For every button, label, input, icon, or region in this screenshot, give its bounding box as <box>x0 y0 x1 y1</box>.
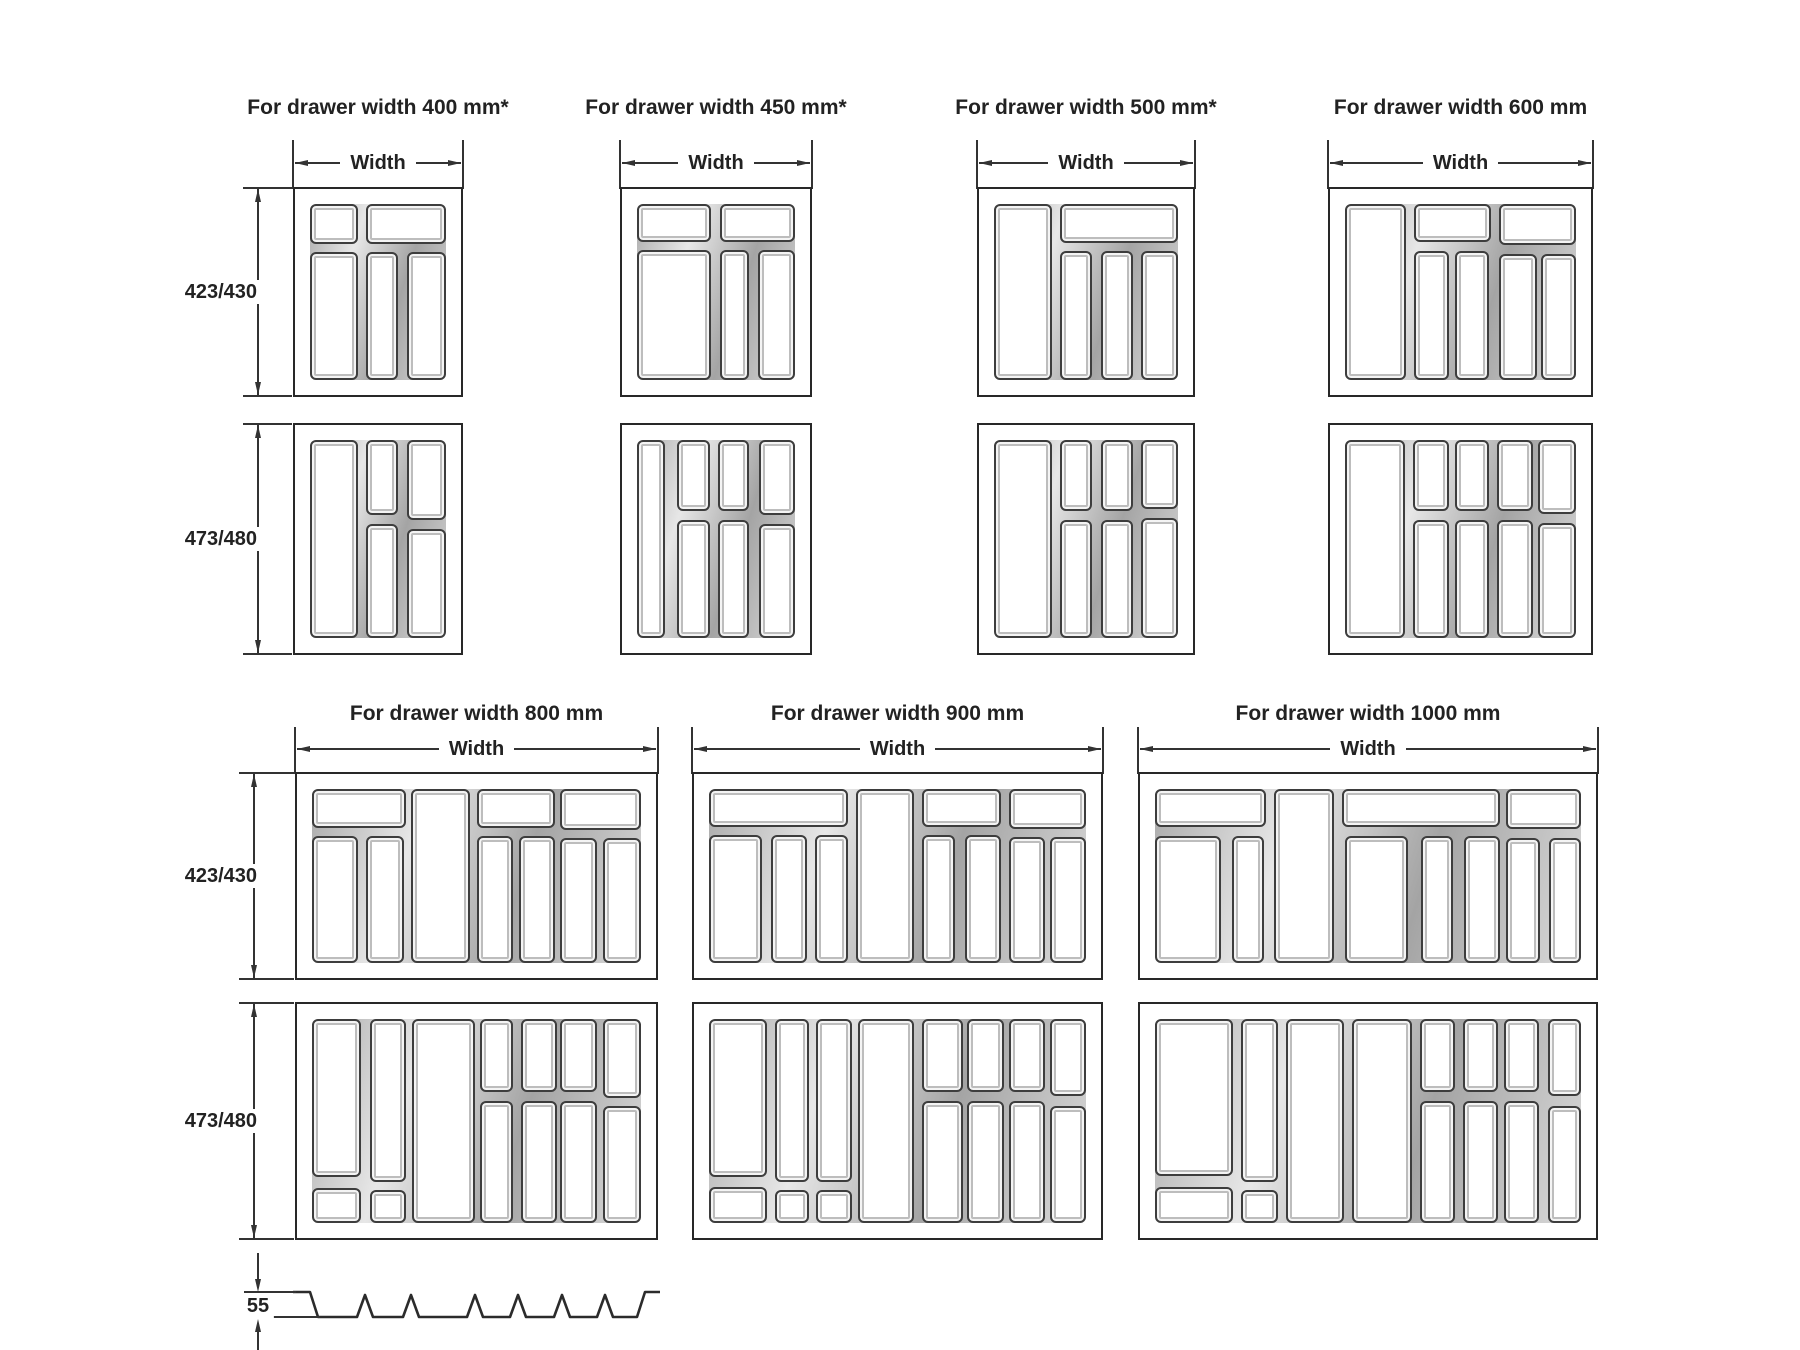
tray-compartment <box>1464 836 1500 963</box>
depth-arrow-up-icon <box>251 774 257 787</box>
tray-compartment <box>1155 1019 1233 1176</box>
tray-compartment <box>407 529 446 638</box>
tray-compartment <box>312 836 358 963</box>
cutlery-tray <box>709 789 1086 963</box>
tray-compartment <box>1413 440 1449 511</box>
tray-compartment <box>370 1190 406 1223</box>
tray-compartment <box>775 1190 809 1223</box>
cutlery-tray <box>637 204 795 380</box>
depth-extension-line-bottom <box>239 1238 294 1240</box>
tray-compartment <box>1455 520 1490 638</box>
tray-compartment <box>677 520 710 638</box>
depth-arrow-down-icon <box>255 382 261 395</box>
tray-compartment <box>709 835 762 963</box>
tray-compartment <box>1050 1106 1086 1223</box>
tray-compartment <box>310 252 358 380</box>
tray-compartment <box>407 252 446 380</box>
profile-dim-line-top <box>257 1253 259 1281</box>
tray-compartment <box>922 1101 963 1223</box>
tray-compartment <box>637 204 711 242</box>
drawer-outline <box>293 187 463 397</box>
depth-arrow-up-icon <box>255 425 261 438</box>
depth-extension-line-top <box>243 423 292 425</box>
tray-compartment <box>1141 251 1178 380</box>
tray-compartment <box>1060 204 1178 243</box>
tray-compartment <box>1414 204 1490 242</box>
profile-arrow-up-icon <box>255 1319 261 1332</box>
tray-compartment <box>366 204 446 244</box>
tray-compartment <box>1060 251 1092 380</box>
tray-compartment <box>771 835 807 963</box>
tray-compartment <box>720 204 795 242</box>
tray-compartment <box>1009 789 1086 829</box>
tray-compartment <box>1141 440 1178 509</box>
drawer-outline <box>1138 1002 1598 1240</box>
depth-dimension-label: 423/430 <box>180 864 262 888</box>
tray-compartment <box>560 838 596 963</box>
tray-compartment <box>477 789 556 828</box>
width-dimension-label: Width <box>1048 152 1123 174</box>
profile-extension-line-top <box>244 1291 296 1293</box>
group-title: For drawer width 600 mm <box>1333 96 1588 119</box>
width-dimension-labelwrap <box>692 738 1103 760</box>
width-dimension-labelwrap <box>295 738 658 760</box>
tray-compartment <box>1538 523 1576 638</box>
drawer-outline <box>1138 772 1598 980</box>
cutlery-tray <box>1155 789 1581 963</box>
tray-compartment <box>1050 837 1086 963</box>
width-dimension-label: Width <box>678 152 753 174</box>
profile-arrow-down-icon <box>255 1279 261 1292</box>
tray-compartment <box>922 1019 963 1092</box>
tray-compartment <box>603 1019 641 1098</box>
drawer-outline <box>692 772 1103 980</box>
tray-compartment <box>816 1019 852 1182</box>
group-title: For drawer width 400 mm* <box>247 96 509 119</box>
tray-compartment <box>312 789 406 828</box>
tray-compartment <box>1455 251 1490 380</box>
depth-dimension-label: 423/430 <box>180 280 262 304</box>
tray-compartment <box>366 836 404 963</box>
tray-compartment <box>1060 440 1092 511</box>
tray-compartment <box>1497 440 1533 511</box>
width-dimension-labelwrap <box>293 152 463 174</box>
tray-compartment <box>994 440 1052 638</box>
tray-compartment <box>1232 836 1264 963</box>
tray-compartment <box>560 789 641 830</box>
tray-compartment <box>312 1188 361 1223</box>
profile-height-label: 55 <box>242 1294 274 1318</box>
depth-extension-line-top <box>239 1002 294 1004</box>
tray-compartment <box>677 440 710 511</box>
drawer-outline <box>1328 187 1593 397</box>
drawer-outline <box>620 187 812 397</box>
tray-compartment <box>709 1187 767 1223</box>
tray-compartment <box>521 1101 557 1223</box>
drawer-outline <box>293 423 463 655</box>
tray-compartment <box>521 1019 557 1092</box>
depth-arrow-down-icon <box>251 1225 257 1238</box>
tray-compartment <box>709 789 848 827</box>
tray-compartment <box>1009 1101 1045 1223</box>
tray-compartment <box>1549 838 1581 963</box>
tray-compartment <box>366 524 399 638</box>
tray-compartment <box>366 440 399 515</box>
tray-compartment <box>310 204 358 244</box>
tray-compartment <box>922 835 955 963</box>
tray-compartment <box>603 1106 641 1223</box>
depth-arrow-down-icon <box>255 640 261 653</box>
depth-arrow-down-icon <box>251 965 257 978</box>
width-dimension-label: Width <box>340 152 415 174</box>
width-dimension-labelwrap <box>1138 738 1598 760</box>
tray-compartment <box>1504 1019 1539 1092</box>
width-dimension-labelwrap <box>977 152 1195 174</box>
tray-compartment <box>1538 440 1576 514</box>
cutlery-tray <box>310 204 446 380</box>
tray-compartment <box>1009 837 1045 963</box>
tray-compartment <box>1506 789 1581 829</box>
tray-compartment <box>1101 520 1133 638</box>
tray-compartment <box>1421 836 1453 963</box>
tray-compartment <box>1414 251 1449 380</box>
tray-compartment <box>477 836 513 963</box>
tray-compartment <box>1101 440 1133 511</box>
depth-extension-line-top <box>239 772 294 774</box>
tray-compartment <box>1352 1019 1412 1223</box>
drawer-outline <box>977 423 1195 655</box>
width-dimension-label: Width <box>860 738 935 760</box>
tray-compartment <box>720 250 749 380</box>
tray-compartment <box>1420 1019 1455 1092</box>
depth-arrow-up-icon <box>255 189 261 202</box>
drawer-outline <box>295 772 658 980</box>
depth-extension-line-bottom <box>239 978 294 980</box>
cutlery-tray <box>1155 1019 1581 1223</box>
tray-compartment <box>637 440 665 638</box>
tray-compartment <box>922 789 1001 827</box>
tray-profile-outline <box>293 1292 660 1317</box>
group-title: For drawer width 1000 mm <box>1235 702 1501 725</box>
tray-compartment <box>1345 440 1405 638</box>
group-title: For drawer width 500 mm* <box>955 96 1217 119</box>
tray-compartment <box>412 1019 475 1223</box>
tray-compartment <box>1345 204 1406 380</box>
drawer-outline <box>295 1002 658 1240</box>
tray-compartment <box>1541 254 1576 380</box>
tray-compartment <box>1463 1101 1498 1223</box>
tray-compartment <box>1413 520 1449 638</box>
tray-compartment <box>1497 520 1533 638</box>
cutlery-tray <box>637 440 795 638</box>
cutlery-tray <box>312 789 641 963</box>
tray-compartment <box>1286 1019 1344 1223</box>
drawer-outline <box>1328 423 1593 655</box>
drawer-outline <box>977 187 1195 397</box>
tray-compartment <box>816 1190 852 1223</box>
tray-compartment <box>994 204 1052 380</box>
tray-compartment <box>1420 1101 1455 1223</box>
tray-compartment <box>370 1019 406 1182</box>
cutlery-tray <box>1345 204 1576 380</box>
tray-compartment <box>709 1019 767 1177</box>
group-title: For drawer width 900 mm <box>770 702 1025 725</box>
drawer-outline <box>692 1002 1103 1240</box>
tray-compartment <box>775 1019 809 1182</box>
depth-dimension-label: 473/480 <box>180 527 262 551</box>
tray-compartment <box>1101 251 1133 380</box>
tray-compartment <box>1141 518 1178 638</box>
tray-compartment <box>1155 836 1221 963</box>
tray-compartment <box>407 440 446 520</box>
tray-compartment <box>1009 1019 1045 1092</box>
tray-compartment <box>967 1019 1004 1092</box>
tray-compartment <box>312 1019 361 1177</box>
depth-dimension-label: 473/480 <box>180 1109 262 1133</box>
cutlery-tray <box>709 1019 1086 1223</box>
tray-compartment <box>1455 440 1490 511</box>
width-dimension-label: Width <box>439 738 514 760</box>
width-dimension-label: Width <box>1423 152 1498 174</box>
tray-compartment <box>1155 1187 1233 1223</box>
depth-extension-line-bottom <box>243 395 292 397</box>
tray-compartment <box>718 520 750 638</box>
cutlery-tray <box>310 440 446 638</box>
cutlery-tray <box>312 1019 641 1223</box>
width-dimension-label: Width <box>1330 738 1405 760</box>
tray-compartment <box>366 252 399 380</box>
tray-compartment <box>1155 789 1266 827</box>
drawer-outline <box>620 423 812 655</box>
group-title: For drawer width 450 mm* <box>585 96 847 119</box>
tray-compartment <box>637 250 711 380</box>
tray-compartment <box>560 1101 596 1223</box>
tray-compartment <box>759 440 795 515</box>
tray-compartment <box>1506 838 1540 963</box>
tray-compartment <box>1342 789 1500 827</box>
tray-compartment <box>480 1019 513 1092</box>
cutlery-tray <box>994 440 1178 638</box>
tray-compartment <box>1241 1019 1278 1182</box>
depth-arrow-up-icon <box>251 1004 257 1017</box>
tray-compartment <box>310 440 358 638</box>
tray-compartment <box>965 835 1001 963</box>
tray-compartment <box>759 524 795 638</box>
tray-compartment <box>1548 1106 1581 1223</box>
tray-compartment <box>856 789 914 963</box>
tray-compartment <box>718 440 750 511</box>
depth-extension-line-bottom <box>243 653 292 655</box>
tray-compartment <box>1060 520 1092 638</box>
tray-compartment <box>519 836 555 963</box>
tray-compartment <box>1504 1101 1539 1223</box>
tray-compartment <box>1499 204 1576 245</box>
tray-compartment <box>967 1101 1004 1223</box>
tray-compartment <box>1499 254 1537 380</box>
tray-compartment <box>1548 1019 1581 1096</box>
tray-compartment <box>1274 789 1334 963</box>
group-title: For drawer width 800 mm <box>349 702 604 725</box>
profile-dim-line-bottom <box>257 1331 259 1350</box>
depth-extension-line-top <box>243 187 292 189</box>
tray-compartment <box>603 838 641 963</box>
cutlery-tray <box>994 204 1178 380</box>
tray-compartment <box>1463 1019 1498 1092</box>
width-dimension-labelwrap <box>1328 152 1593 174</box>
tray-compartment <box>858 1019 915 1223</box>
tray-compartment <box>758 250 795 380</box>
tray-compartment <box>1241 1190 1278 1223</box>
tray-compartment <box>480 1101 513 1223</box>
tray-compartment <box>1345 836 1409 963</box>
tray-compartment <box>411 789 470 963</box>
tray-compartment <box>560 1019 596 1092</box>
tray-compartment <box>1050 1019 1086 1096</box>
tray-compartment <box>815 835 849 963</box>
width-dimension-labelwrap <box>620 152 812 174</box>
cutlery-tray <box>1345 440 1576 638</box>
